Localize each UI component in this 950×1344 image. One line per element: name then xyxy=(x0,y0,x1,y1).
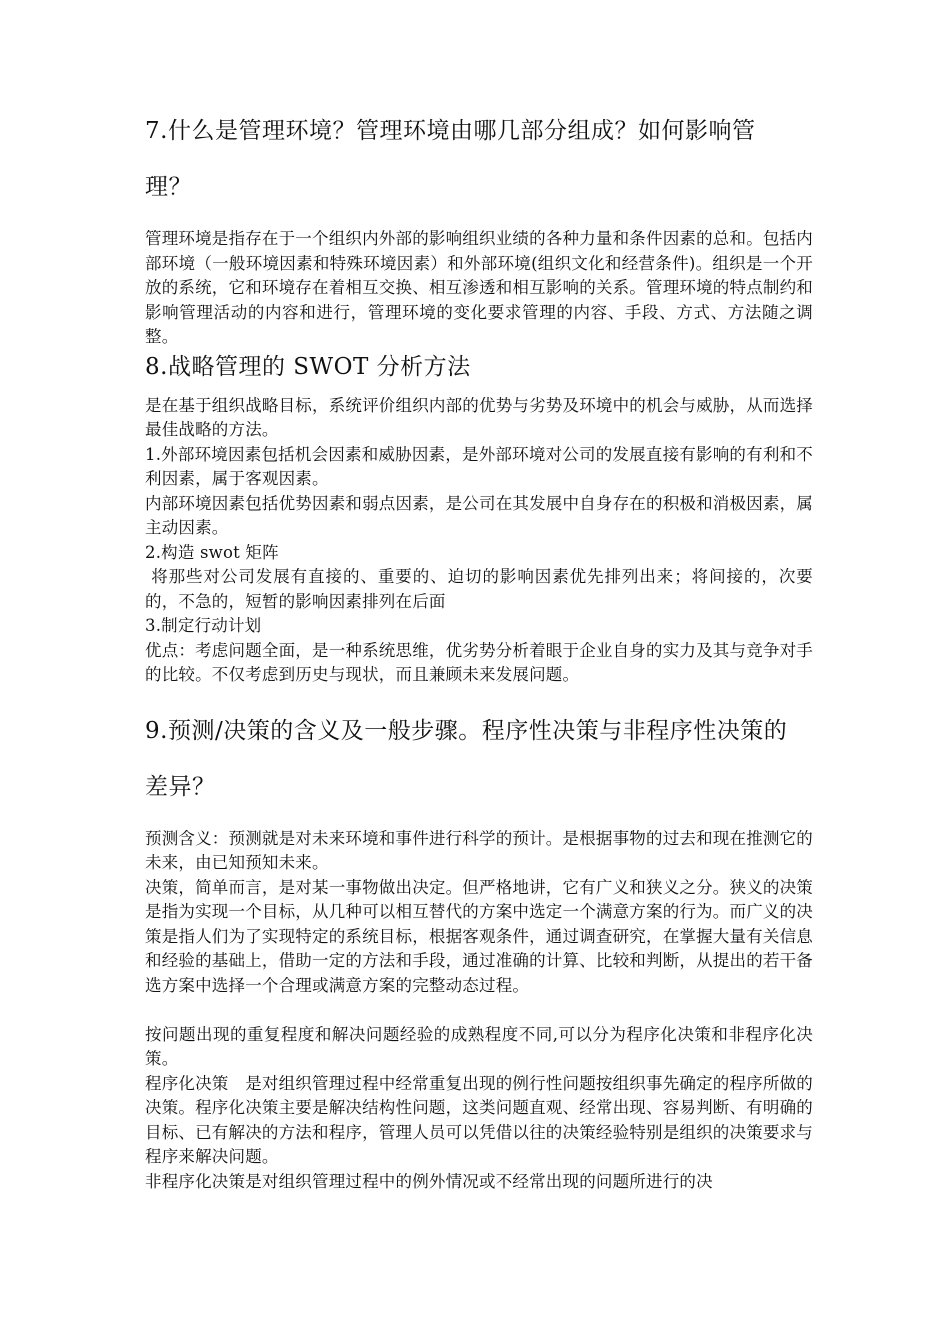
q9-programmed: 程序化决策 是对组织管理过程中经常重复出现的例行性问题按组织事先确定的程序所做的决策。程序化决策主要是解决结构性问题，这类问题直观、经常出现、容易判断、有明确的目标、已有解决的方法和程序，管理人员可以凭借以往的决策经验特别是组织的决策要求与程序来解决问题。 xyxy=(145,1073,813,1166)
q8-step1-internal: 内部环境因素包括优势因素和弱点因素，是公司在其发展中自身存在的积极和消极因素，属主动因素。 xyxy=(145,493,813,537)
q8-heading: 8.战略管理的 SWOT 分析方法 xyxy=(145,353,471,380)
q9-forecast: 预测含义：预测就是对未来环境和事件进行科学的预计。是根据事物的过去和现在推测它的未来，由已知预知未来。 xyxy=(145,828,813,872)
q8-intro: 是在基于组织战略目标，系统评价组织内部的优势与劣势及环境中的机会与威胁，从而选择最佳战略的方法。 xyxy=(145,395,813,439)
q7-heading xyxy=(145,116,813,203)
q8-step1: 1.外部环境因素包括机会因素和威胁因素，是外部环境对公司的发展直接有影响的有利和不利因素，属于客观因素。 xyxy=(145,444,813,488)
q7-heading-line2: 理？ xyxy=(145,174,192,200)
q9-heading-line1: 9.预测/决策的含义及一般步骤。程序性决策与非程序性决策的 xyxy=(145,717,788,744)
q9-classification: 按问题出现的重复程度和解决问题经验的成熟程度不同,可以分为程序化决策和非程序化决策。 xyxy=(145,1024,813,1068)
q8-advantages: 优点：考虑问题全面，是一种系统思维，优劣势分析着眼于企业自身的实力及其与竞争对手的比较。不仅考虑到历史与现状，而且兼顾未来发展问题。 xyxy=(145,640,813,684)
q7-heading-line1: 7.什么是管理环境？管理环境由哪几部分组成？如何影响管 xyxy=(145,118,756,144)
blank-line xyxy=(145,998,813,1023)
q8-step2-body: 将那些对公司发展有直接的、重要的、迫切的影响因素优先排列出来；将间接的，次要的，不急的，短暂的影响因素排列在后面 xyxy=(145,567,813,611)
q7-body: 管理环境是指存在于一个组织内外部的影响组织业绩的各种力量和条件因素的总和。包括内部环境（一般环境因素和特殊环境因素）和外部环境(组织文化和经营条件)。组织是一个开放的系统，它和环境存在着相互交换、相互渗透和相互影响的关系。管理环境的特点制约和影响管理活动的内容和进行，管理环境的变化要求管理的内容、手段、方式、方法随之调整。 xyxy=(145,229,813,346)
document-page xyxy=(145,116,813,1194)
q8-step3: 3.制定行动计划 xyxy=(145,616,262,635)
q9-nonprogrammed: 非程序化决策是对组织管理过程中的例外情况或不经常出现的问题所进行的决 xyxy=(145,1171,713,1191)
q9-heading-line2: 差异？ xyxy=(145,773,216,800)
q8-step2: 2.构造 swot 矩阵 xyxy=(145,542,279,562)
q9-decision: 决策，简单而言，是对某一事物做出决定。但严格地讲，它有广义和狭义之分。狭义的决策是指为实现一个目标，从几种可以相互替代的方案中选定一个满意方案的行为。而广义的决策是指人们为了实现特定的系统目标，根据客观条件，通过调查研究，在掌握大量有关信息和经验的基础上，借助一定的方法和手段，通过准确的计算、比较和判断，从提出的若干备选方案中选择一个合理或满意方案的完整动态过程。 xyxy=(145,877,813,995)
q9-heading xyxy=(145,716,813,803)
